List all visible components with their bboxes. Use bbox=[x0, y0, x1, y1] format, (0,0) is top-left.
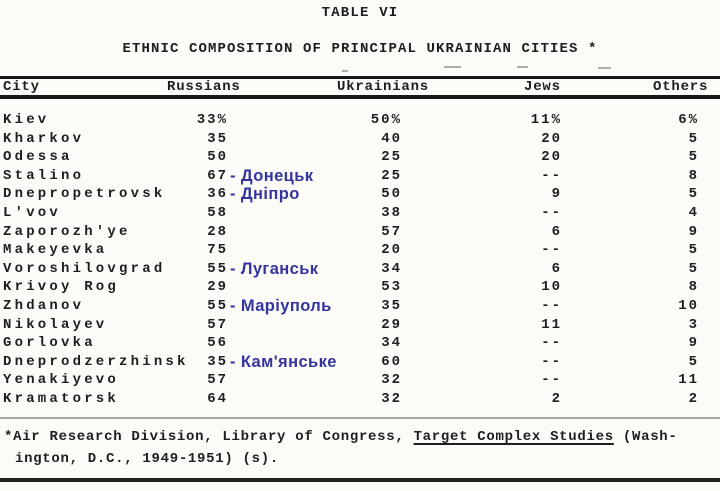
cell-russians: 57 bbox=[207, 372, 228, 389]
cell-ukrainians: 34 bbox=[381, 260, 402, 277]
cell-ukrainians: 50% bbox=[370, 112, 402, 128]
cell-russians: 35 bbox=[207, 353, 228, 370]
table-title: ETHNIC COMPOSITION OF PRINCIPAL UKRAINIAN CITIES * bbox=[122, 41, 598, 57]
cell-others: 8 bbox=[688, 167, 699, 184]
footnote-line-2: ington, D.C., 1949-1951) (s). bbox=[15, 451, 279, 467]
column-header-others: Others bbox=[653, 79, 709, 95]
table-row bbox=[0, 390, 720, 409]
modern-city-name-annotation: - Донецьк bbox=[230, 166, 314, 185]
cell-ukrainians: 40 bbox=[381, 130, 402, 147]
cell-jews: 20 bbox=[541, 149, 562, 166]
cell-ukrainians: 20 bbox=[381, 242, 402, 259]
cell-others: 5 bbox=[688, 130, 699, 147]
cell-ukrainians: 32 bbox=[381, 372, 402, 389]
cell-jews: 6 bbox=[551, 223, 562, 240]
cell-others: 11 bbox=[678, 372, 699, 389]
cell-city: Kharkov bbox=[3, 130, 85, 147]
cell-others: 5 bbox=[688, 242, 699, 259]
cell-ukrainians: 53 bbox=[381, 279, 402, 296]
cell-city: Kramatorsk bbox=[3, 390, 120, 407]
column-header-city: City bbox=[3, 79, 40, 95]
table-header-row bbox=[0, 79, 720, 95]
modern-city-name-annotation: - Кам'янське bbox=[230, 352, 337, 371]
cell-ukrainians: 35 bbox=[381, 297, 402, 314]
cell-jews: -- bbox=[541, 167, 562, 184]
cell-city: Nikolayev bbox=[3, 316, 108, 333]
modern-city-name-annotation: - Дніпро bbox=[230, 185, 300, 204]
column-header-jews: Jews bbox=[524, 79, 561, 95]
cell-jews: -- bbox=[541, 242, 562, 259]
cell-city: Kiev bbox=[3, 112, 50, 128]
cell-jews: 2 bbox=[551, 390, 562, 407]
cell-russians: 35 bbox=[207, 130, 228, 147]
scan-artifact bbox=[598, 67, 611, 69]
cell-ukrainians: 34 bbox=[381, 335, 402, 352]
table-body bbox=[0, 111, 720, 409]
cell-jews: -- bbox=[541, 335, 562, 352]
cell-jews: 11 bbox=[541, 316, 562, 333]
modern-city-name-annotation: - Луганськ bbox=[230, 259, 319, 278]
footnote-source-title: Target Complex Studies bbox=[413, 429, 614, 445]
cell-jews: 9 bbox=[551, 186, 562, 203]
cell-jews: -- bbox=[541, 204, 562, 221]
cell-others: 10 bbox=[678, 297, 699, 314]
cell-jews: 6 bbox=[551, 260, 562, 277]
page-bottom-rule bbox=[0, 478, 720, 482]
footnote-text-suffix: (Wash- bbox=[613, 429, 678, 445]
cell-ukrainians: 60 bbox=[381, 353, 402, 370]
cell-others: 4 bbox=[688, 204, 699, 221]
cell-ukrainians: 32 bbox=[381, 390, 402, 407]
table-row bbox=[0, 130, 720, 149]
scan-artifact bbox=[517, 66, 528, 68]
cell-city: Krivoy Rog bbox=[3, 279, 120, 296]
cell-others: 9 bbox=[688, 223, 699, 240]
table-row bbox=[0, 111, 720, 130]
table-row bbox=[0, 371, 720, 390]
cell-russians: 58 bbox=[207, 204, 228, 221]
scan-artifact bbox=[342, 70, 348, 72]
table-row bbox=[0, 223, 720, 242]
table-row bbox=[0, 148, 720, 167]
table-row bbox=[0, 278, 720, 297]
cell-ukrainians: 38 bbox=[381, 204, 402, 221]
cell-jews: 10 bbox=[541, 279, 562, 296]
cell-others: 3 bbox=[688, 316, 699, 333]
table-row bbox=[0, 204, 720, 223]
modern-city-name-annotation: - Маріуполь bbox=[230, 296, 332, 315]
table-row bbox=[0, 185, 720, 204]
cell-jews: 11% bbox=[530, 112, 562, 128]
cell-city: Zhdanov bbox=[3, 297, 85, 314]
cell-russians: 57 bbox=[207, 316, 228, 333]
column-header-ukrainians: Ukrainians bbox=[337, 79, 430, 95]
cell-russians: 75 bbox=[207, 242, 228, 259]
cell-jews: -- bbox=[541, 372, 562, 389]
cell-russians: 67 bbox=[207, 167, 228, 184]
cell-city: Stalino bbox=[3, 167, 85, 184]
cell-russians: 33% bbox=[196, 112, 228, 128]
table-row bbox=[0, 260, 720, 279]
cell-ukrainians: 50 bbox=[381, 186, 402, 203]
cell-russians: 50 bbox=[207, 149, 228, 166]
cell-city: Yenakiyevo bbox=[3, 372, 120, 389]
cell-others: 5 bbox=[688, 260, 699, 277]
cell-jews: -- bbox=[541, 297, 562, 314]
cell-city: Odessa bbox=[3, 149, 73, 166]
table-row bbox=[0, 334, 720, 353]
cell-russians: 29 bbox=[207, 279, 228, 296]
cell-ukrainians: 29 bbox=[381, 316, 402, 333]
footnote-text-prefix: *Air Research Division, Library of Congress, bbox=[4, 429, 414, 445]
cell-others: 9 bbox=[688, 335, 699, 352]
cell-others: 2 bbox=[688, 390, 699, 407]
table-number-title: TABLE VI bbox=[321, 5, 399, 21]
cell-russians: 36 bbox=[207, 186, 228, 203]
cell-others: 8 bbox=[688, 279, 699, 296]
cell-city: L'vov bbox=[3, 204, 62, 221]
cell-russians: 55 bbox=[207, 297, 228, 314]
cell-city: Makeyevka bbox=[3, 242, 108, 259]
cell-others: 6% bbox=[678, 112, 699, 128]
cell-ukrainians: 25 bbox=[381, 149, 402, 166]
cell-others: 5 bbox=[688, 186, 699, 203]
cell-ukrainians: 57 bbox=[381, 223, 402, 240]
cell-russians: 64 bbox=[207, 390, 228, 407]
table-row bbox=[0, 353, 720, 372]
table-row bbox=[0, 167, 720, 186]
cell-russians: 28 bbox=[207, 223, 228, 240]
table-row bbox=[0, 241, 720, 260]
column-header-russians: Russians bbox=[167, 79, 241, 95]
cell-russians: 55 bbox=[207, 260, 228, 277]
cell-jews: -- bbox=[541, 353, 562, 370]
cell-jews: 20 bbox=[541, 130, 562, 147]
footnote-separator-rule bbox=[0, 417, 720, 419]
cell-city: Zaporozh'ye bbox=[3, 223, 131, 240]
cell-city: Dnepropetrovsk bbox=[3, 186, 166, 203]
cell-others: 5 bbox=[688, 353, 699, 370]
table-row bbox=[0, 316, 720, 335]
cell-city: Voroshilovgrad bbox=[3, 260, 166, 277]
cell-ukrainians: 25 bbox=[381, 167, 402, 184]
cell-russians: 56 bbox=[207, 335, 228, 352]
header-bottom-rule bbox=[0, 95, 720, 99]
cell-city: Gorlovka bbox=[3, 335, 96, 352]
cell-city: Dneprodzerzhinsk bbox=[3, 353, 189, 370]
table-row bbox=[0, 297, 720, 316]
footnote-line-1 bbox=[4, 429, 678, 445]
cell-others: 5 bbox=[688, 149, 699, 166]
scan-artifact bbox=[444, 66, 461, 68]
